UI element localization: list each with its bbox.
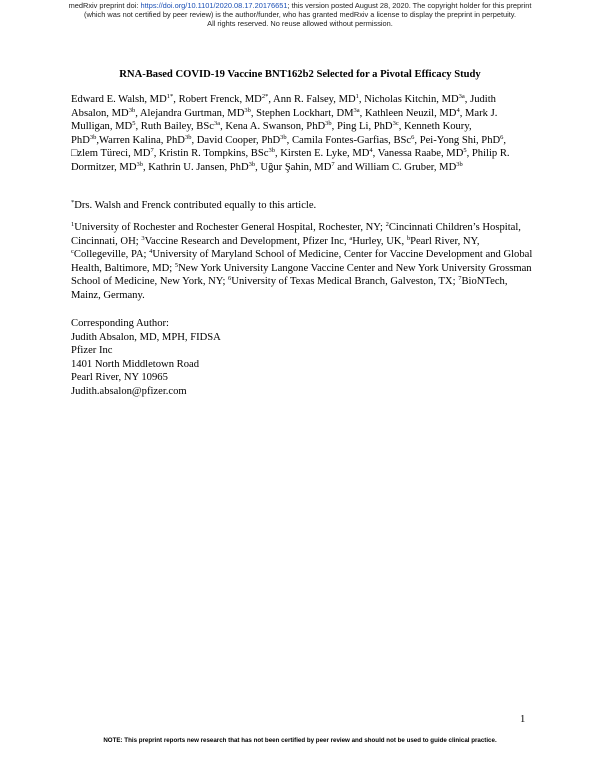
author-affiliation-mark: 3a (213, 120, 221, 127)
author-affiliation-mark: 1* (166, 93, 174, 100)
affiliation-text: Collegeville, PA; (73, 249, 150, 260)
affiliation-mark: a (349, 234, 353, 242)
author-name: Vanessa Raabe, MD (377, 148, 464, 159)
author-separator: , (153, 148, 159, 159)
author-separator: , (96, 134, 99, 146)
affiliation-mark: 5 (174, 261, 179, 269)
author-affiliation-mark: 4 (456, 106, 460, 114)
author-name: Mark J. Mulligan, MD (71, 107, 498, 132)
author-separator: , (191, 134, 197, 146)
author-name: Warren Kalina, PhD (99, 134, 185, 146)
page-number: 1 (520, 714, 526, 725)
author-name: Kirsten E. Lyke, MD (280, 148, 370, 159)
author-affiliation-mark: 5 (132, 120, 136, 127)
author-affiliation-mark: 3b (456, 160, 463, 168)
paper-title: RNA-Based COVID-19 Vaccine BNT162b2 Selected for a Pivotal Efficacy Study (119, 69, 481, 80)
author-affiliation-mark: 3b (280, 133, 287, 141)
affiliation-mark: 6 (228, 275, 232, 282)
author-separator: , (286, 134, 292, 146)
author-name: Ping Li, PhD (336, 121, 393, 132)
author-affiliation-mark: 3b (268, 147, 275, 154)
author-separator: , (358, 94, 365, 105)
affiliation-text: University of Rochester and Rochester General Hospital, Rochester, NY; (74, 222, 386, 233)
affiliation-mark: 2 (385, 221, 389, 228)
author-name: Robert Frenck, MD (178, 94, 262, 105)
author-name: Ann R. Falsey, MD (273, 94, 356, 105)
author-affiliation-mark: 4 (369, 147, 373, 154)
corresponding-street: 1401 North Middletown Road (71, 358, 199, 370)
author-affiliation-mark: 3a (458, 93, 465, 100)
affiliations (71, 221, 533, 302)
corresponding-email: Judith.absalon@pfizer.com (71, 385, 187, 397)
author-separator: , (135, 121, 141, 132)
affiliation-mark: 1 (71, 221, 75, 228)
author-separator: and (334, 161, 355, 173)
author-separator: , (466, 148, 472, 159)
author-name: Kristin R. Tompkins, BSc (159, 148, 269, 159)
affiliation-text: Hurley, UK, (352, 235, 407, 247)
author-name: Kenneth Koury, PhD (71, 121, 472, 146)
author-affiliation-mark: 2* (261, 93, 269, 100)
affiliation-text: Vaccine Research and Development, Pfizer Inc, (144, 235, 350, 247)
affiliation-mark: c (71, 248, 74, 255)
author-name: Judith Absalon, MD (71, 94, 496, 119)
author-affiliation-mark: 3b (89, 133, 97, 141)
author-name: Nicholas Kitchin, MD (364, 94, 459, 105)
author-separator: , (331, 121, 337, 132)
corresponding-label: Corresponding Author: (71, 318, 169, 329)
affiliation-mark: 3 (141, 234, 145, 242)
corresponding-author (71, 317, 371, 398)
author-affiliation-mark: 3a (353, 106, 360, 114)
header-line-1: medRxiv preprint doi: https://doi.org/10.1101/2020.08.17.20176651; this version posted August 28, 2020. The copyright holder for this preprint (68, 1, 532, 10)
author-affiliation-mark: 3c (392, 120, 399, 127)
doi-link[interactable]: https://doi.org/10.1101/2020.08.17.20176651 (140, 1, 288, 10)
corresponding-org: Pfizer Inc (71, 345, 113, 356)
author-separator: , (250, 107, 257, 119)
author-separator: , (173, 94, 179, 105)
corresponding-city: Pearl River, NY 10965 (71, 372, 168, 383)
author-name: Uğur Şahin, MD (260, 161, 332, 173)
author-name: Ruth Bailey, BSc (140, 121, 214, 132)
affiliation-text: Cincinnati Children’s Hospital, Cincinnati, OH; (71, 222, 521, 247)
author-separator: , (220, 121, 226, 132)
author-name: Kathrin U. Jansen, PhD (148, 161, 249, 173)
header-line-3: All rights reserved. No reuse allowed without permission. (207, 19, 393, 28)
header-line-2: (which was not certified by peer review) is the author/funder, who has granted medRxiv a license to display the preprint in perpetuity. (83, 10, 517, 19)
author-affiliation-mark: 3b (136, 160, 143, 168)
author-name: David Cooper, PhD (196, 134, 281, 146)
author-separator: , (268, 94, 274, 105)
author-separator: , (372, 148, 378, 159)
author-separator: , (398, 121, 405, 132)
author-name: Camila Fontes-Garfias, BSc (291, 134, 412, 146)
affiliation-mark: b (406, 234, 411, 242)
author-affiliation-mark: 7 (331, 160, 335, 168)
author-separator: , (464, 94, 471, 105)
author-separator: , (359, 107, 365, 119)
author-affiliation-mark: 6 (411, 133, 415, 141)
author-affiliation-mark: 3b (128, 106, 136, 114)
author-name: □zlem Türeci, MD (71, 148, 151, 159)
author-name: Edward E. Walsh, MD (71, 94, 167, 105)
footer-note: NOTE: This preprint reports new research that has not been certified by peer review and should not be used to guide clinical practice. (103, 737, 497, 744)
affiliation-text: New York University Langone Vaccine Center and New York University Grossman School of Medicine, New York, NY; (71, 262, 532, 287)
author-separator: , (414, 134, 420, 146)
affiliation-mark: 4 (149, 248, 153, 255)
author-separator: , (255, 161, 261, 173)
author-affiliation-mark: 3b (244, 106, 251, 114)
equal-contribution-note: *Drs. Walsh and Frenck contributed equally to this article. (71, 199, 317, 211)
affiliation-text: University of Texas Medical Branch, Galveston, TX; (231, 276, 459, 287)
corresponding-name: Judith Absalon, MD, MPH, FIDSA (71, 331, 221, 343)
author-affiliation-mark: 5 (463, 147, 467, 154)
author-affiliation-mark: 6 (500, 133, 504, 141)
author-name: William C. Gruber, MD (355, 161, 457, 173)
author-name: Pei-Yong Shi, PhD (419, 134, 501, 146)
affiliation-text: Pearl River, NY, (410, 235, 480, 247)
author-separator: , (459, 107, 466, 119)
author-separator: , (503, 134, 507, 146)
author-name: Philip R. Dormitzer, MD (71, 148, 510, 173)
affiliation-text: University of Maryland School of Medicine, Center for Vaccine Development and Global Health, Baltimore, MD; (71, 249, 533, 274)
author-affiliation-mark: 7 (150, 147, 154, 154)
author-affiliation-mark: 3b (248, 160, 256, 168)
author-name: Kathleen Neuzil, MD (364, 107, 457, 119)
author-list (71, 93, 533, 174)
author-name: Stephen Lockhart, DM (256, 107, 354, 119)
affiliation-text: BioNTech, Mainz, Germany. (71, 276, 508, 301)
author-name: Alejandra Gurtman, MD (139, 107, 245, 119)
author-separator: , (142, 161, 149, 173)
affiliation-mark: 7 (458, 275, 462, 282)
author-separator: , (135, 107, 140, 119)
author-separator: , (274, 148, 281, 159)
author-affiliation-mark: 3b (184, 133, 192, 141)
author-name: Kena A. Swanson, PhD (225, 121, 326, 132)
preprint-header (0, 1, 600, 28)
author-affiliation-mark: 3b (325, 120, 332, 127)
author-affiliation-mark: 1 (355, 93, 359, 100)
